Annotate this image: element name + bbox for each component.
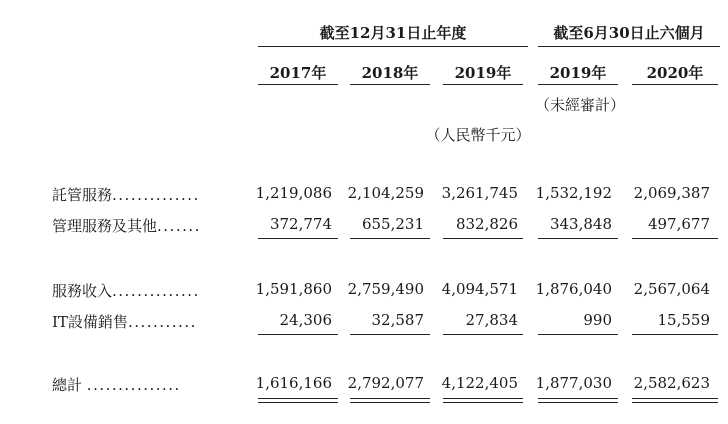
group-header-six-months: 截至6月30日止六個月 — [553, 24, 705, 42]
row-label — [52, 215, 201, 236]
cell-value: 4,094,571 — [441, 280, 518, 298]
total-double-rule — [632, 398, 718, 399]
total-label — [52, 374, 181, 395]
year-rule — [443, 84, 523, 85]
subtotal-rule — [632, 238, 718, 239]
unaudited-note: （未經審計） — [534, 96, 625, 114]
total-double-rule — [443, 402, 523, 403]
subtotal-rule — [350, 238, 430, 239]
total-label-text: 總計 — [52, 376, 83, 394]
leader-dots: .............. — [112, 186, 200, 204]
total-value: 1,616,166 — [255, 374, 332, 392]
total-value: 2,792,077 — [347, 374, 424, 392]
row-label — [52, 311, 197, 332]
total-double-rule — [350, 398, 430, 399]
cell-value: 990 — [583, 311, 612, 329]
subtotal-rule — [538, 334, 618, 335]
year-header-2017: 2017年 — [269, 64, 327, 82]
total-double-rule — [258, 398, 338, 399]
subtotal-rule — [538, 238, 618, 239]
year-header-2019-interim: 2019年 — [549, 64, 607, 82]
year-header-2019: 2019年 — [454, 64, 512, 82]
cell-value: 2,567,064 — [633, 280, 710, 298]
cell-value: 1,219,086 — [255, 184, 332, 202]
row-label — [52, 280, 200, 301]
leader-dots: ....... — [157, 217, 201, 235]
year-header-2018: 2018年 — [361, 64, 419, 82]
year-rule — [350, 84, 430, 85]
row-label-text: IT設備銷售 — [52, 313, 128, 331]
year-rule — [258, 84, 338, 85]
row-label-text: 託管服務 — [52, 186, 113, 204]
year-rule — [632, 84, 718, 85]
total-value: 1,877,030 — [535, 374, 612, 392]
subtotal-rule — [632, 334, 718, 335]
cell-value: 832,826 — [455, 215, 518, 233]
total-double-rule — [443, 398, 523, 399]
total-double-rule — [538, 402, 618, 403]
row-label-text: 服務收入 — [52, 282, 113, 300]
unit-note: （人民幣千元） — [425, 126, 531, 144]
year-header-2020-interim: 2020年 — [646, 64, 704, 82]
cell-value: 343,848 — [549, 215, 612, 233]
subtotal-rule — [443, 238, 523, 239]
cell-value: 497,677 — [647, 215, 710, 233]
total-value: 2,582,623 — [633, 374, 710, 392]
group-rule-year — [258, 46, 528, 47]
total-double-rule — [632, 402, 718, 403]
group-rule-six-months — [538, 46, 720, 47]
row-label-text: 管理服務及其他 — [52, 217, 158, 235]
cell-value: 24,306 — [279, 311, 332, 329]
subtotal-rule — [258, 238, 338, 239]
group-header-year: 截至12月31日止年度 — [319, 24, 467, 42]
total-double-rule — [258, 402, 338, 403]
leader-dots: .............. — [112, 282, 200, 300]
cell-value: 1,591,860 — [255, 280, 332, 298]
cell-value: 2,069,387 — [633, 184, 710, 202]
cell-value: 3,261,745 — [441, 184, 518, 202]
cell-value: 372,774 — [269, 215, 332, 233]
total-double-rule — [538, 398, 618, 399]
row-label — [52, 184, 200, 205]
cell-value: 655,231 — [361, 215, 424, 233]
year-rule — [538, 84, 618, 85]
total-value: 4,122,405 — [441, 374, 518, 392]
cell-value: 2,104,259 — [347, 184, 424, 202]
cell-value: 1,876,040 — [535, 280, 612, 298]
total-double-rule — [350, 402, 430, 403]
leader-dots: ............... — [86, 376, 181, 394]
subtotal-rule — [258, 334, 338, 335]
cell-value: 1,532,192 — [535, 184, 612, 202]
leader-dots: ........... — [127, 313, 197, 331]
subtotal-rule — [443, 334, 523, 335]
cell-value: 27,834 — [465, 311, 518, 329]
cell-value: 32,587 — [371, 311, 424, 329]
cell-value: 15,559 — [657, 311, 710, 329]
subtotal-rule — [350, 334, 430, 335]
cell-value: 2,759,490 — [347, 280, 424, 298]
